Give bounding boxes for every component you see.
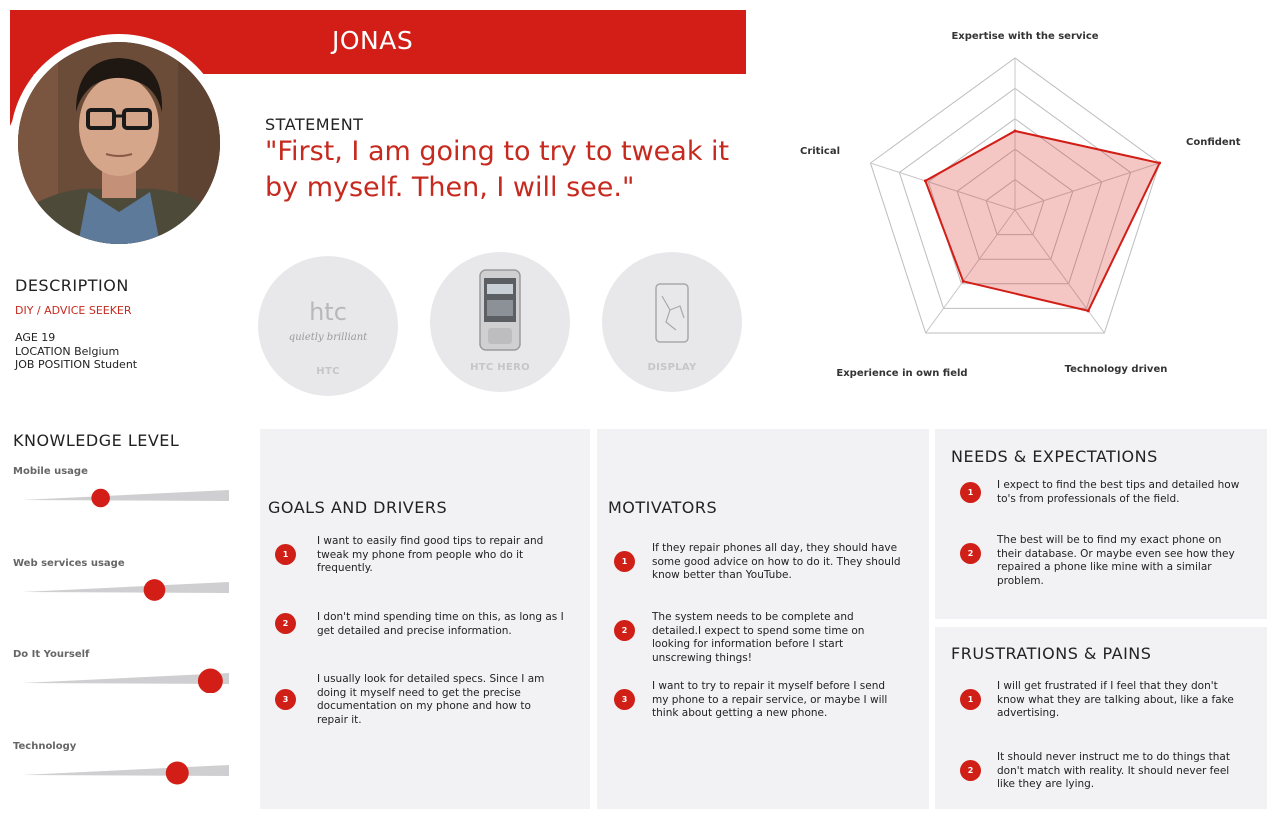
slider-knob xyxy=(91,489,110,508)
goal-number-badge: 3 xyxy=(275,689,296,710)
htc-logo-brand: htc xyxy=(309,298,347,326)
device-htc xyxy=(258,256,398,396)
description-title: DESCRIPTION xyxy=(15,276,129,295)
motivator-number-badge: 1 xyxy=(614,551,635,572)
statement-title: STATEMENT xyxy=(265,115,364,134)
motivators-title: MOTIVATORS xyxy=(608,498,718,517)
motivator-number-badge: 2 xyxy=(614,620,635,641)
knowledge-label: Web services usage xyxy=(13,557,125,569)
device-label: DISPLAY xyxy=(647,362,697,373)
device-label: HTC xyxy=(316,366,340,377)
need-item: The best will be to find my exact phone on their database. Or maybe even see how they repaired a phone like mine with a similar problem. xyxy=(997,534,1235,587)
slider-track xyxy=(22,765,229,776)
cracked-screen-icon xyxy=(654,282,690,344)
radar-axis-label: Experience in own field xyxy=(836,368,968,379)
radar-axis-label: Confident xyxy=(1186,137,1241,148)
goal-number-badge: 2 xyxy=(275,613,296,634)
knowledge-slider[interactable] xyxy=(22,480,231,510)
device-htc-hero xyxy=(430,252,570,392)
device-label: HTC HERO xyxy=(470,362,530,373)
description-role: DIY / ADVICE SEEKER xyxy=(15,304,132,317)
person-portrait-icon xyxy=(18,42,220,244)
motivators-panel xyxy=(597,429,929,809)
goals-panel xyxy=(260,429,590,809)
knowledge-slider[interactable] xyxy=(22,755,231,785)
radar-point xyxy=(1014,129,1017,132)
slider-knob xyxy=(144,579,166,601)
motivator-item: I want to try to repair it myself before I send my phone to a repair service, or maybe I will think about getting a new phone. xyxy=(652,680,888,719)
knowledge-label: Do It Yourself xyxy=(13,649,90,660)
goal-item: I want to easily find good tips to repair and tweak my phone from people who do it frequently. xyxy=(317,535,544,574)
frustration-number-badge: 2 xyxy=(960,760,981,781)
description-location: LOCATION Belgium xyxy=(15,345,120,358)
slider-track xyxy=(22,490,229,501)
radar-series xyxy=(924,129,1161,312)
motivator-item: If they repair phones all day, they should have some good advice on how to do it. They should know better than YouTube. xyxy=(652,542,901,581)
radar-point xyxy=(1158,162,1161,165)
goals-title: GOALS AND DRIVERS xyxy=(268,498,448,517)
knowledge-label: Mobile usage xyxy=(13,466,88,477)
knowledge-title: KNOWLEDGE LEVEL xyxy=(13,431,180,450)
frustrations-panel xyxy=(935,627,1267,809)
slider-knob xyxy=(166,761,189,784)
frustration-item: I will get frustrated if I feel that they don't know what they are talking about, like a fake advertising. xyxy=(997,680,1234,719)
radar-axis-label: Technology driven xyxy=(1064,364,1168,375)
avatar-photo xyxy=(18,42,220,244)
need-item: I expect to find the best tips and detailed how to's from professionals of the field. xyxy=(997,479,1240,505)
frustrations-title: FRUSTRATIONS & PAINS xyxy=(951,644,1152,663)
goal-number-badge: 1 xyxy=(275,544,296,565)
frustration-item: It should never instruct me to do things that don't match with reality. It should never feel like they are lying. xyxy=(997,751,1230,790)
phone-icon xyxy=(478,268,522,352)
htc-logo-tagline: quietly brilliant xyxy=(288,332,368,343)
slider-knob xyxy=(198,669,223,693)
motivator-number-badge: 3 xyxy=(614,689,635,710)
radar-point xyxy=(1087,309,1090,312)
htc-logo-icon xyxy=(286,296,370,346)
device-display xyxy=(602,252,742,392)
slider-track xyxy=(22,582,229,593)
need-number-badge: 1 xyxy=(960,482,981,503)
persona-name: JONAS xyxy=(332,26,414,55)
radar-axis-label: Critical xyxy=(799,146,840,157)
description-age: AGE 19 xyxy=(15,331,56,344)
needs-title: NEEDS & EXPECTATIONS xyxy=(951,447,1158,466)
radar-point xyxy=(924,179,927,182)
need-number-badge: 2 xyxy=(960,543,981,564)
description-job: JOB POSITION Student xyxy=(15,358,138,371)
slider-track xyxy=(22,673,229,684)
radar-axis-label: Expertise with the service xyxy=(951,31,1099,42)
goal-item: I don't mind spending time on this, as long as I get detailed and precise information. xyxy=(317,611,564,637)
radar-chart xyxy=(770,20,1270,400)
knowledge-label: Technology xyxy=(13,740,77,752)
knowledge-slider[interactable] xyxy=(22,663,231,693)
avatar xyxy=(10,34,228,252)
needs-panel xyxy=(935,429,1267,619)
knowledge-slider[interactable] xyxy=(22,572,231,602)
motivator-item: The system needs to be complete and detailed.I expect to spend some time on looking for information before I start unscrewing things! xyxy=(652,611,865,664)
radar-point xyxy=(962,280,965,283)
statement-quote: "First, I am going to try to tweak it by myself. Then, I will see." xyxy=(265,136,730,203)
goal-item: I usually look for detailed specs. Since I am doing it myself need to get the precise documentation on my phone and how to repair it. xyxy=(317,673,545,726)
frustration-number-badge: 1 xyxy=(960,689,981,710)
